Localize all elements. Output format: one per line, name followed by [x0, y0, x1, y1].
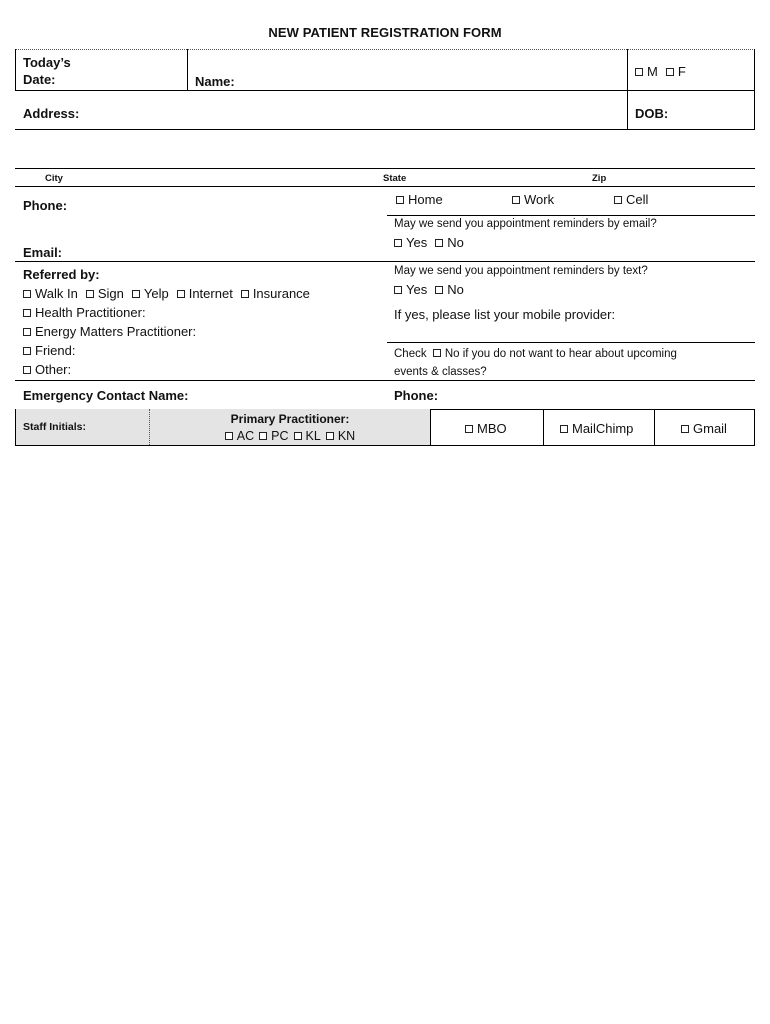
- rule-after-phone-types: [387, 215, 755, 216]
- emergency-contact-label: Emergency Contact Name:: [23, 388, 189, 403]
- vrule-left-top: [15, 49, 16, 90]
- vrule-mbo-end: [543, 409, 544, 445]
- referral-insurance[interactable]: Insurance: [241, 285, 310, 302]
- system-option-mbo[interactable]: MBO: [465, 420, 507, 437]
- checkbox-icon[interactable]: [132, 290, 140, 298]
- todays-date-label: Today’s Date:: [23, 55, 71, 87]
- checkbox-icon[interactable]: [326, 432, 334, 440]
- system-option-gmail[interactable]: Gmail: [681, 420, 727, 437]
- address-label: Address:: [23, 106, 80, 121]
- phone-label: Phone:: [23, 198, 68, 213]
- rule-after-referral: [15, 380, 755, 381]
- checkbox-icon[interactable]: [86, 290, 94, 298]
- city-label: City: [45, 173, 63, 184]
- form-title: NEW PATIENT REGISTRATION FORM: [268, 25, 502, 40]
- primary-practitioner-label: Primary Practitioner:: [230, 412, 350, 426]
- checkbox-icon[interactable]: [23, 366, 31, 374]
- referral-yelp[interactable]: Yelp: [132, 285, 169, 302]
- text-reminder-no[interactable]: No: [435, 281, 464, 298]
- referral-internet[interactable]: Internet: [177, 285, 233, 302]
- sex-option-f[interactable]: F: [666, 63, 686, 80]
- checkbox-icon[interactable]: [394, 286, 402, 294]
- rule-address-line2: [15, 168, 755, 169]
- practitioner-kn[interactable]: KN: [326, 428, 355, 444]
- checkbox-icon[interactable]: [396, 196, 404, 204]
- checkbox-icon[interactable]: [294, 432, 302, 440]
- vrule-right-top: [754, 49, 755, 129]
- vrule-date-name: [187, 49, 188, 90]
- checkbox-icon[interactable]: [23, 309, 31, 317]
- referral-health-practitioner[interactable]: Health Practitioner:: [23, 304, 146, 321]
- checkbox-icon[interactable]: [666, 68, 674, 76]
- sex-option-m[interactable]: M: [635, 63, 658, 80]
- mobile-provider-label: If yes, please list your mobile provider:: [394, 307, 616, 322]
- text-reminder-yes[interactable]: Yes: [394, 281, 427, 298]
- checkbox-icon[interactable]: [23, 347, 31, 355]
- dob-label: DOB:: [635, 106, 669, 121]
- text-reminder-options: [394, 281, 464, 298]
- checkbox-icon[interactable]: [512, 196, 520, 204]
- system-option-mailchimp[interactable]: MailChimp: [560, 420, 633, 437]
- state-label: State: [383, 173, 407, 184]
- practitioner-kl[interactable]: KL: [294, 428, 321, 444]
- vrule-staff-left: [15, 409, 16, 445]
- staff-initials-label: Staff Initials:: [23, 421, 87, 433]
- checkbox-icon[interactable]: [433, 349, 441, 357]
- checkbox-icon[interactable]: [241, 290, 249, 298]
- checkbox-icon[interactable]: [435, 286, 443, 294]
- checkbox-icon[interactable]: [435, 239, 443, 247]
- vrule-staff-end: [430, 409, 431, 445]
- vrule-staff-right: [754, 409, 755, 445]
- email-reminder-no[interactable]: No: [435, 234, 464, 251]
- rule-after-provider: [387, 342, 755, 343]
- referral-friend[interactable]: Friend:: [23, 342, 75, 359]
- events-check: Check No if you do not want to hear about upcoming: [394, 348, 677, 360]
- practitioner-options: [150, 428, 430, 444]
- checkbox-icon[interactable]: [681, 425, 689, 433]
- referral-other[interactable]: Other:: [23, 361, 71, 378]
- referral-walk-in[interactable]: Walk In: [23, 285, 78, 302]
- events-check-line2: events & classes?: [394, 366, 487, 378]
- rule-after-address: [15, 129, 755, 130]
- checkbox-icon[interactable]: [560, 425, 568, 433]
- checkbox-icon[interactable]: [635, 68, 643, 76]
- email-reminder-yes[interactable]: Yes: [394, 234, 427, 251]
- checkbox-icon[interactable]: [394, 239, 402, 247]
- email-label: Email:: [23, 245, 63, 260]
- checkbox-icon[interactable]: [177, 290, 185, 298]
- sex-options: [635, 63, 686, 80]
- checkbox-icon[interactable]: [23, 290, 31, 298]
- vrule-name-sex: [627, 49, 628, 129]
- referral-energy-practitioner[interactable]: Energy Matters Practitioner:: [23, 323, 196, 340]
- zip-label: Zip: [592, 173, 607, 184]
- referral-options-row1: [23, 285, 310, 302]
- referred-by-label: Referred by:: [23, 267, 100, 282]
- phone-type-cell[interactable]: Cell: [614, 191, 648, 208]
- name-label: Name:: [195, 74, 235, 89]
- checkbox-icon[interactable]: [259, 432, 267, 440]
- rule-after-email: [15, 261, 755, 262]
- checkbox-icon[interactable]: [23, 328, 31, 336]
- referral-sign[interactable]: Sign: [86, 285, 124, 302]
- phone-type-work[interactable]: Work: [512, 191, 554, 208]
- practitioner-ac[interactable]: AC: [225, 428, 254, 444]
- checkbox-icon[interactable]: [225, 432, 233, 440]
- text-reminder-question: May we send you appointment reminders by text?: [394, 265, 648, 277]
- phone-type-home[interactable]: Home: [396, 191, 443, 208]
- email-reminder-options: [394, 234, 464, 251]
- vrule-mailchimp-end: [654, 409, 655, 445]
- rule-bottom: [15, 445, 755, 446]
- practitioner-pc[interactable]: PC: [259, 428, 288, 444]
- rule-after-name: [15, 90, 755, 91]
- emergency-phone-label: Phone:: [394, 388, 439, 403]
- rule-top: [15, 49, 755, 50]
- email-reminder-question: May we send you appointment reminders by email?: [394, 218, 657, 230]
- checkbox-icon[interactable]: [465, 425, 473, 433]
- checkbox-icon[interactable]: [614, 196, 622, 204]
